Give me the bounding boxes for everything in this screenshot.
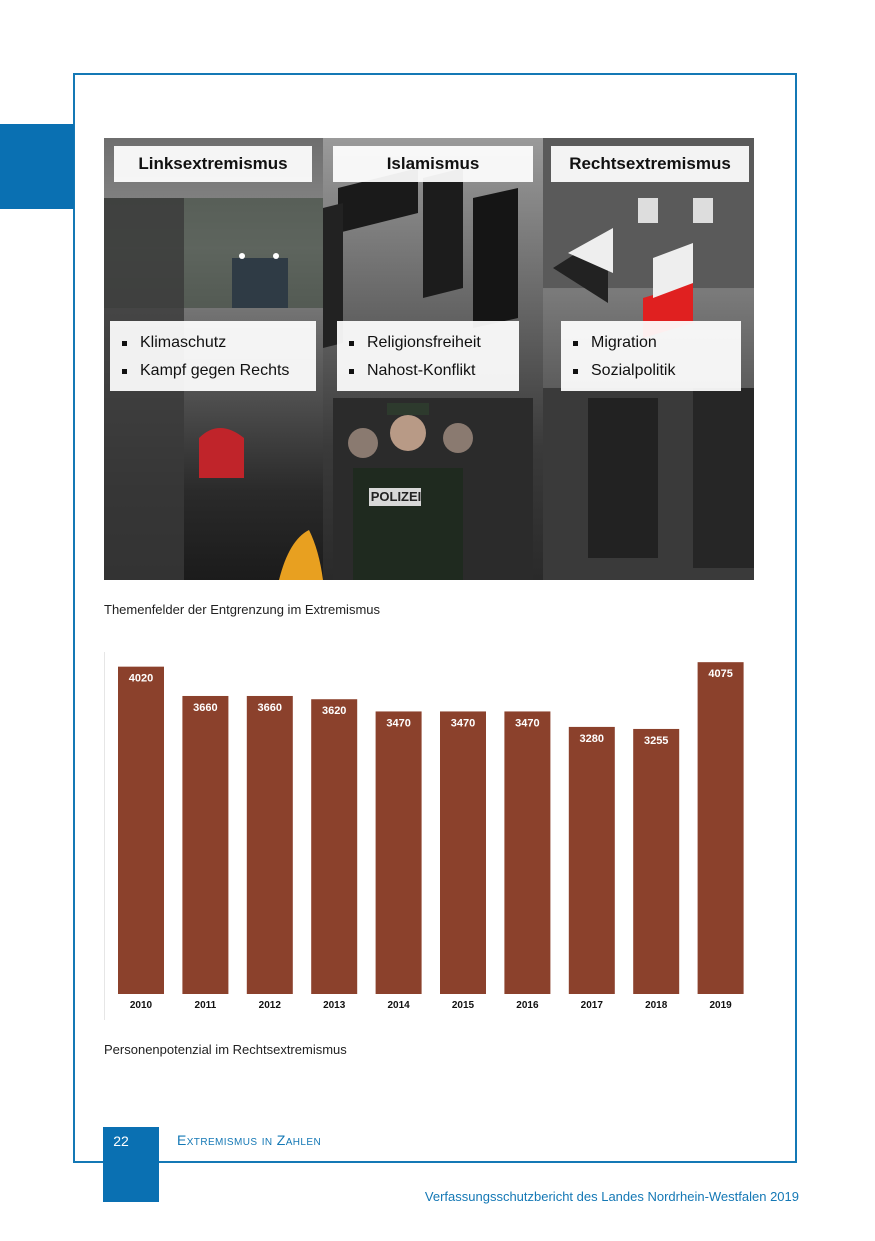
footer-text: Verfassungsschutzbericht des Landes Nordrhein-Westfalen 2019 bbox=[424, 1189, 799, 1204]
bar-value-label: 3255 bbox=[643, 734, 669, 747]
x-tick-label: 2011 bbox=[194, 1000, 217, 1011]
panel-title-middle: Islamismus bbox=[333, 146, 533, 182]
police-vest-label: POLIZEI bbox=[370, 489, 422, 504]
x-tick-label: 2016 bbox=[516, 1000, 539, 1011]
bullet-square-icon bbox=[122, 341, 127, 346]
bar-2018 bbox=[633, 729, 679, 994]
bullet-square-icon bbox=[573, 369, 578, 374]
bar-value-label: 3470 bbox=[515, 717, 540, 730]
x-tick-label: 2015 bbox=[451, 1000, 475, 1011]
panel-title-right: Rechtsextremismus bbox=[551, 146, 749, 182]
bar-value-label: 3470 bbox=[386, 717, 411, 730]
panel-bullets-middle bbox=[337, 321, 519, 391]
bar-value-label: 3660 bbox=[257, 701, 283, 714]
bar-chart bbox=[104, 652, 752, 1020]
bar-2019 bbox=[698, 662, 744, 994]
panel-bullets-right bbox=[561, 321, 741, 391]
x-tick-label: 2013 bbox=[323, 1000, 346, 1011]
bar-2017 bbox=[569, 727, 615, 994]
bullet-item: Kampf gegen Rechts bbox=[120, 357, 306, 385]
x-tick-label: 2010 bbox=[129, 1000, 153, 1011]
bar-value-label: 4020 bbox=[128, 672, 154, 685]
photo-panel-left bbox=[104, 138, 323, 580]
bar-2012 bbox=[247, 696, 293, 994]
x-tick-label: 2012 bbox=[258, 1000, 281, 1011]
photo-panel-middle bbox=[323, 138, 543, 580]
bullet-item: Nahost-Konflikt bbox=[347, 357, 509, 385]
photo-caption: Themenfelder der Entgrenzung im Extremismus bbox=[104, 602, 381, 617]
bullet-item: Religionsfreiheit bbox=[347, 329, 509, 357]
bullet-square-icon bbox=[349, 369, 354, 374]
bullet-square-icon bbox=[573, 341, 578, 346]
bar-2013 bbox=[311, 699, 357, 994]
bar-2014 bbox=[376, 711, 422, 994]
x-tick-label: 2018 bbox=[645, 1000, 668, 1011]
bar-2010 bbox=[118, 667, 164, 994]
side-tab bbox=[0, 124, 74, 209]
section-title: Extremismus in Zahlen bbox=[177, 1132, 322, 1148]
chart-caption: Personenpotenzial im Rechtsextremismus bbox=[104, 1042, 347, 1057]
bullet-item: Klimaschutz bbox=[120, 329, 306, 357]
photo-panel-right bbox=[543, 138, 754, 580]
bar-value-label: 3620 bbox=[321, 705, 347, 718]
bullet-square-icon bbox=[122, 369, 127, 374]
bar-value-label: 3470 bbox=[450, 717, 476, 730]
bullet-item: Sozialpolitik bbox=[571, 357, 731, 385]
bar-2016 bbox=[504, 711, 550, 994]
bar-value-label: 3660 bbox=[193, 701, 218, 714]
bar-chart-svg bbox=[104, 652, 752, 1020]
x-tick-label: 2014 bbox=[387, 1000, 410, 1011]
bar-2015 bbox=[440, 711, 486, 994]
extremism-photo-collage bbox=[104, 138, 754, 580]
x-tick-label: 2017 bbox=[580, 1000, 603, 1011]
panel-title-left: Linksextremismus bbox=[114, 146, 312, 182]
page-number: 22 bbox=[113, 1133, 129, 1149]
bar-2011 bbox=[182, 696, 228, 994]
panel-bullets-left bbox=[110, 321, 316, 391]
bar-value-label: 4075 bbox=[708, 668, 733, 681]
page-number-box bbox=[103, 1127, 159, 1202]
bullet-item: Migration bbox=[571, 329, 731, 357]
bar-value-label: 3280 bbox=[579, 732, 605, 745]
x-tick-label: 2019 bbox=[709, 1000, 732, 1011]
bullet-square-icon bbox=[349, 341, 354, 346]
